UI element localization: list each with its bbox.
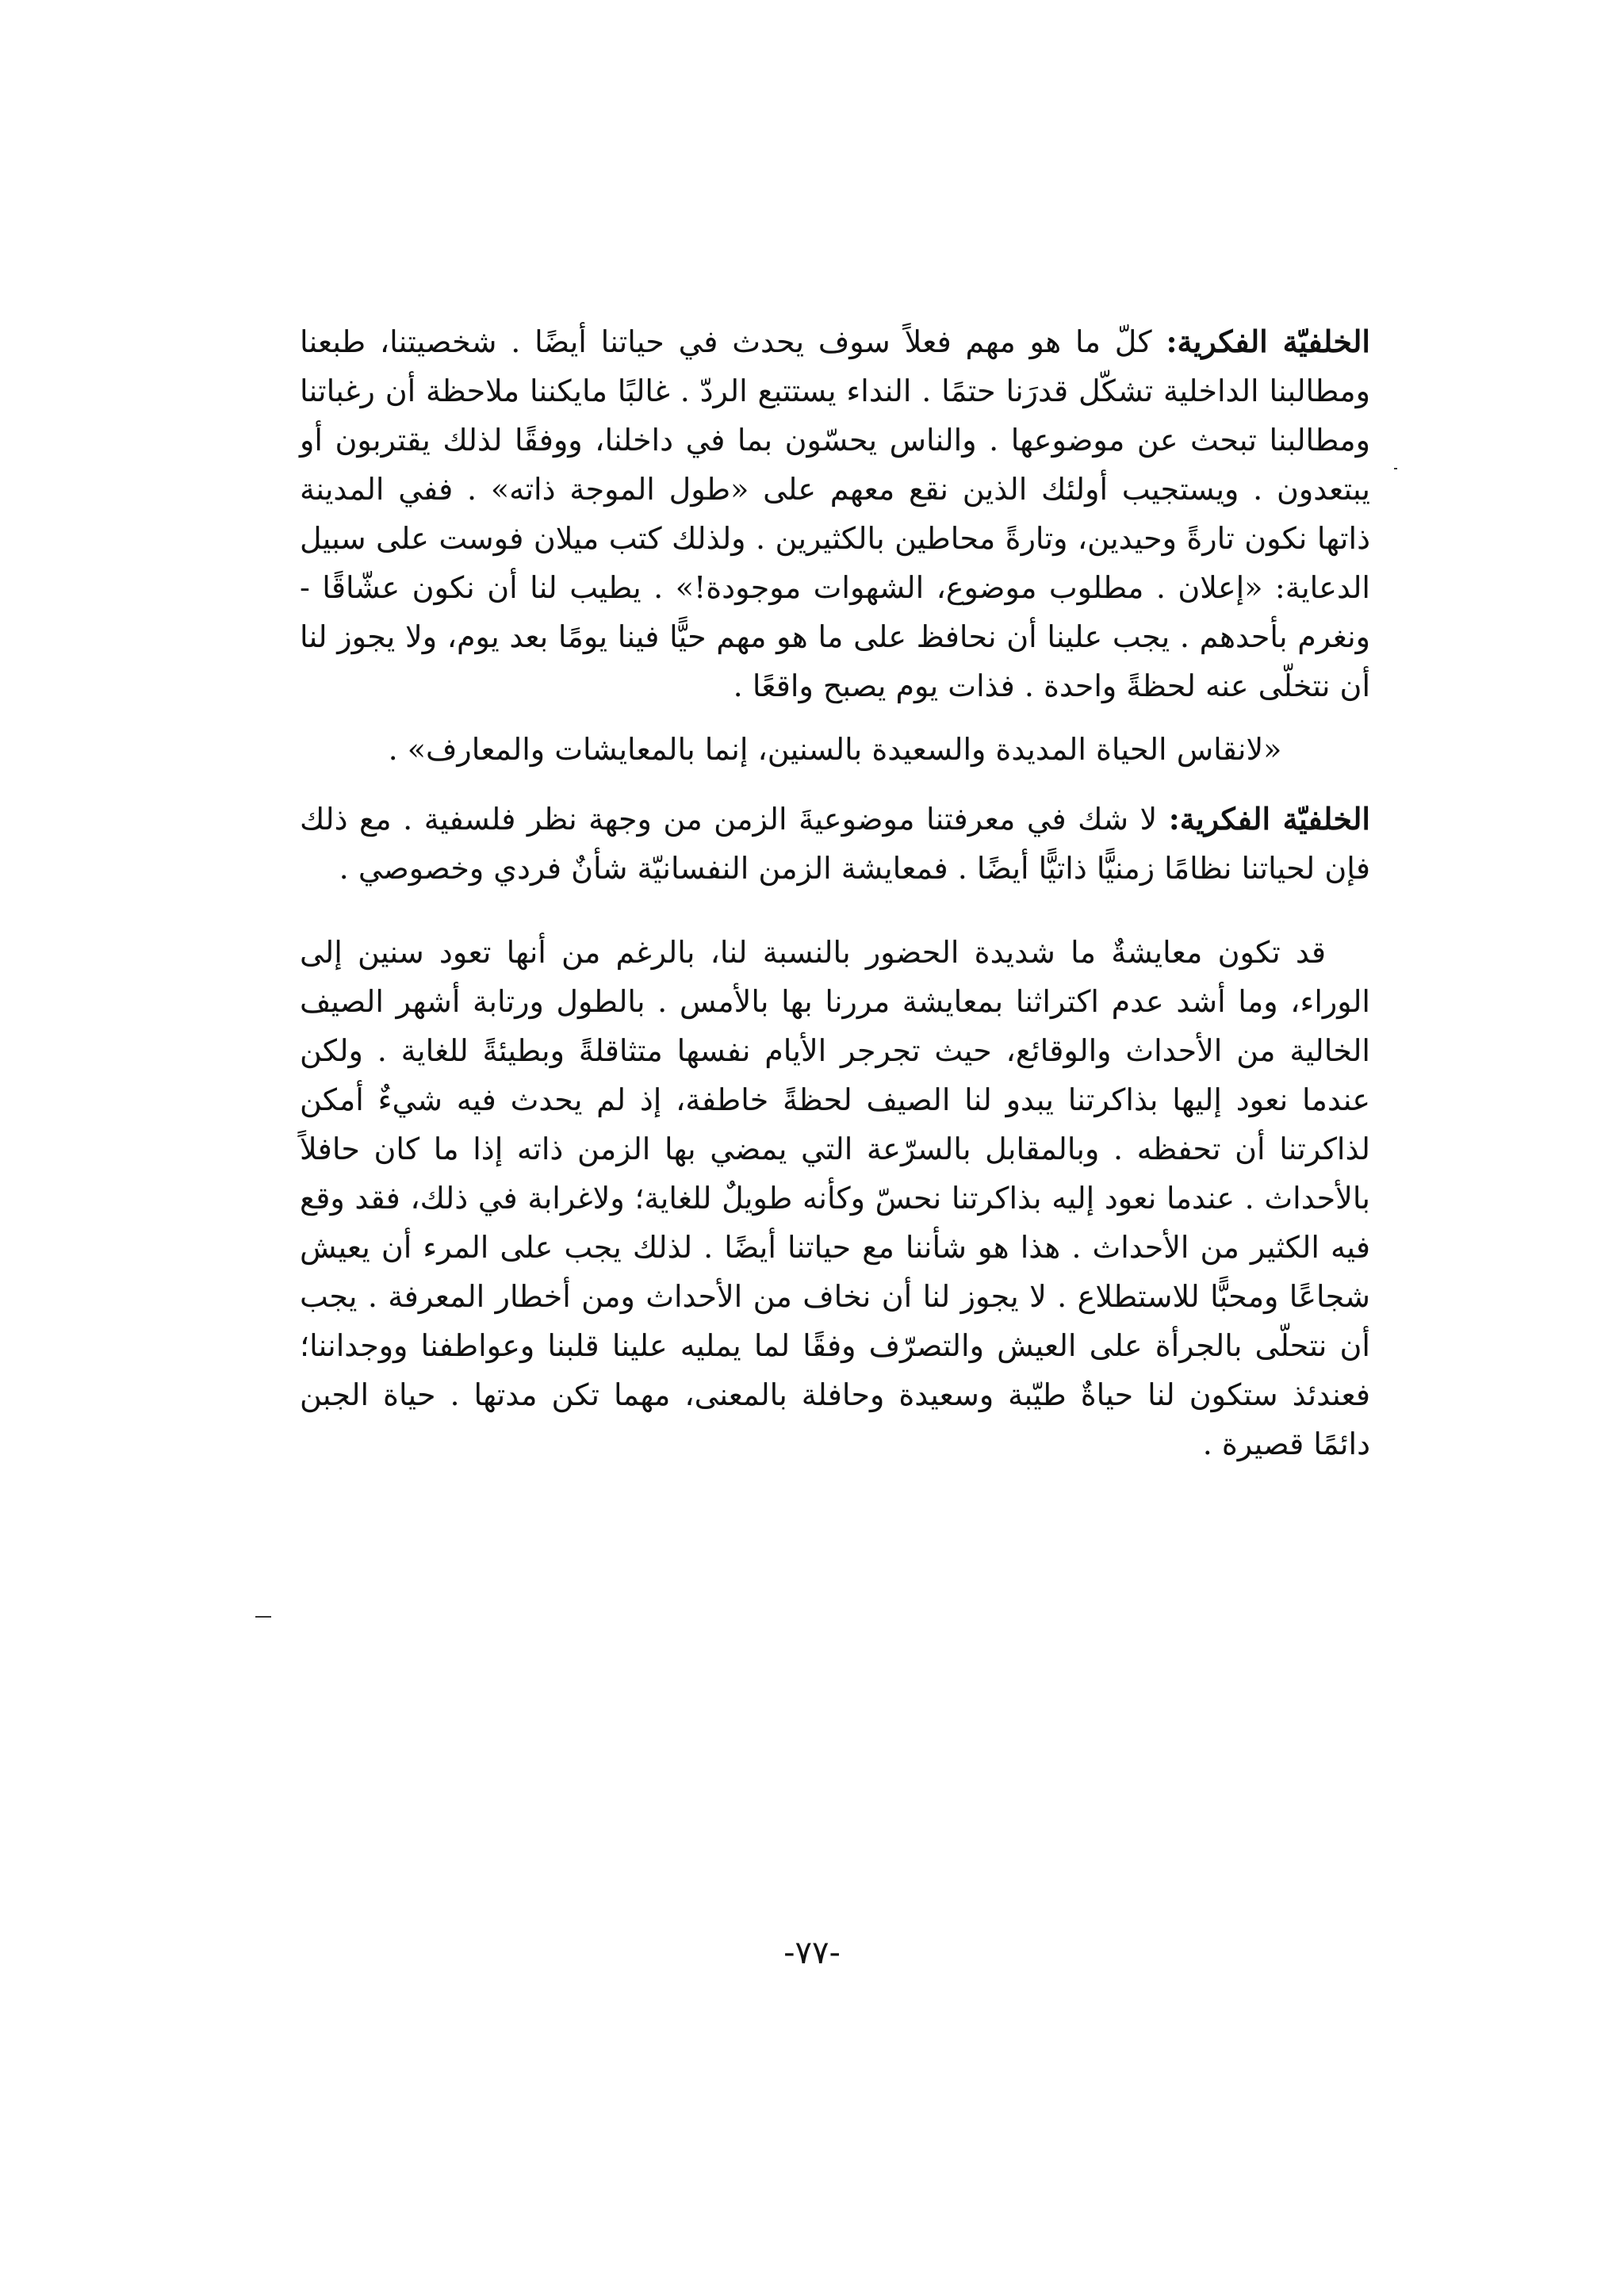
- page-number: -٧٧-: [783, 1935, 841, 1971]
- paragraph-intellectual-background-2: [300, 795, 1370, 893]
- scan-artifact-mark: [255, 1616, 271, 1618]
- paragraph-intellectual-background-1: [300, 317, 1370, 710]
- paragraph-label: الخلفيّة الفكرية:: [1168, 801, 1370, 837]
- paragraph-body: قد تكون معايشةٌ ما شديدة الحضور بالنسبة لنا، بالرغم من أنها تعود سنين إلى الوراء، وما أشد عدم اكتراثنا بمعايشة مررنا بها بالأمس . بالطول ورتابة أشهر الصيف الخالية من الأحداث والوقائع، حيث تجرجر الأيام نفسها متثاقلةً وبطيئةً للغاية . ولكن عندما نعود إليها بذاكرتنا يبدو لنا الصيف لحظةً خاطفة، إذ لم يحدث فيه شيءٌ أمكن لذاكرتنا أن تحفظه . وبالمقابل بالسرّعة التي يمضي بها الزمن ذاته إذا ما كان حافلاً بالأحداث . عندما نعود إليه بذاكرتنا نحسّ وكأنه طويلٌ للغاية؛ ولاغرابة في ذلك، فقد وقع فيه الكثير من الأحداث . هذا هو شأننا مع حياتنا أيضًا . لذلك يجب على المرء أن يعيش شجاعًا ومحبًّا للاستطلاع . لا يجوز لنا أن نخاف من الأحداث ومن أخطار المعرفة . يجب أن نتحلّى بالجرأة على العيش والتصرّف وفقًا لما يمليه علينا قلبنا وعواطفنا ووجداننا؛ فعندئذ ستكون لنا حياةٌ طيّبة وسعيدة وحافلة بالمعنى، مهما تكن مدتها . حياة الجبن دائمًا قصيرة .: [300, 935, 1370, 1461]
- page-body: [300, 317, 1370, 1469]
- scan-artifact-mark: [1394, 468, 1397, 469]
- paragraph-text: لا شك في معرفتنا موضوعيةَ الزمن من وجهة نظر فلسفية . مع ذلك فإن لحياتنا نظامًا زمنيًّا ذاتيًّا أيضًا . فمعايشة الزمن النفسانيّة شأنٌ فردي وخصوصي .: [300, 802, 1370, 886]
- quote-line: «لانقاس الحياة المديدة والسعيدة بالسنين، إنما بالمعايشات والمعارف» .: [388, 732, 1282, 767]
- paragraph-text: كلّ ما هو مهم فعلاً سوف يحدث في حياتنا أيضًا . شخصيتنا، طبعنا ومطالبنا الداخلية تشكّل قدرَنا حتمًا . النداء يستتبع الردّ . غالبًا مايكننا ملاحظة أن رغباتنا ومطالبنا تبحث عن موضوعها . والناس يحسّون بما في داخلنا، ووفقًا لذلك يقتربون أو يبتعدون . ويستجيب أولئك الذين نقع معهم على «طول الموجة ذاته» . ففي المدينة ذاتها نكون تارةً وحيدين، وتارةً محاطين بالكثيرين . ولذلك كتب ميلان فوست على سبيل الدعاية: «إعلان . مطلوب موضوع، الشهوات موجودة!» . يطيب لنا أن نكون عشّاقًا - ونغرم بأحدهم . يجب علينا أن نحافظ على ما هو مهم حيًّا فينا يومًا بعد يوم، ولا يجوز لنا أن نتخلّى عنه لحظةً واحدة . فذات يوم يصبح واقعًا .: [300, 324, 1370, 703]
- paragraph-label: الخلفيّة الفكرية:: [1166, 324, 1370, 359]
